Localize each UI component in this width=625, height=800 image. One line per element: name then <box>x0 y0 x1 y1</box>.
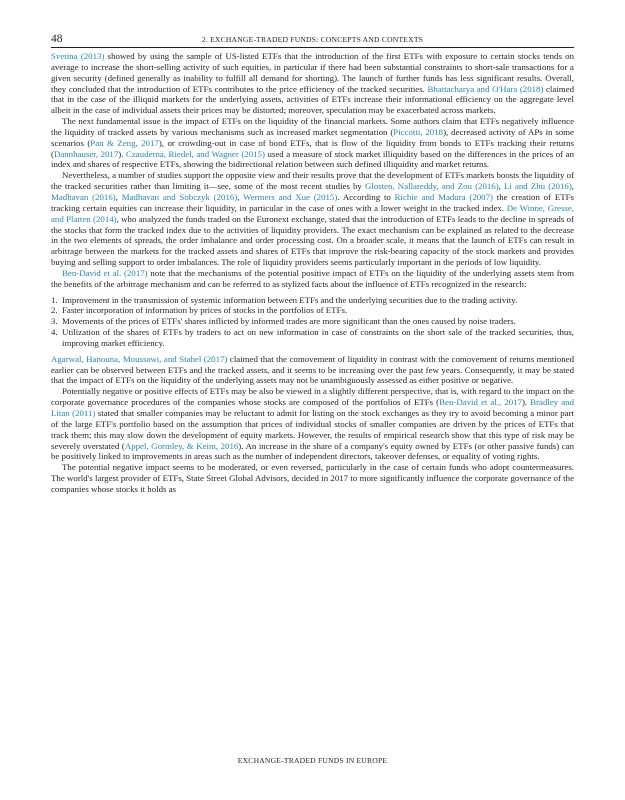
body-text <box>51 51 574 495</box>
list-text: Improvement in the transmission of systemic information between ETFs and the underlying securities due to the trading activity. <box>62 294 518 305</box>
stylized-facts-list <box>51 295 574 349</box>
paragraph-text: , <box>115 191 122 202</box>
citation-link[interactable]: Svetina (2013) <box>51 51 105 61</box>
list-number: 4. <box>51 327 58 338</box>
paragraph-text: , <box>571 181 574 192</box>
citation-link[interactable]: Madhavan (2016) <box>51 191 116 202</box>
paragraph-text: the creation of ETFs tracking certain equities can increase their liquidity, in particular in the case of ones with a lower weight in the tracked index. <box>51 191 574 213</box>
paragraph-text: ). An increase in the share of a company's equity owned by ETFs (or other passive funds) can be positively linked to improvements in areas such as the number of independent directors, takeover defenses, or equality of voting rights. <box>51 440 574 462</box>
citation-link[interactable]: Bhattacharya and O'Hara (2018) <box>427 83 544 94</box>
paragraph-text: showed by using the sample of US-listed ETFs that the introduction of the first ETFs with exposure to certain stocks tends on average to increase the short-selling activity of such equities, in particular if there had been substantial constraints to short-sale transactions for a given security (defined generally as inability to fulfill all demand for shorting). The launch of further funds has less significant results. Overall, they concluded that the introduction of ETFs contributes to the price efficiency of the tracked securities. <box>51 51 574 94</box>
paragraph-text: ), decreased activity of APs in some scenarios ( <box>51 126 574 148</box>
paragraph-text: ). <box>118 148 126 159</box>
paragraph <box>51 268 574 290</box>
citation-link[interactable]: Agarwal, Hanouna, Moussawi, and Stahel (2017) <box>51 353 228 364</box>
paragraph-text: The next fundamental issue is the impact of ETFs on the liquidity of the financial markets. Some authors claim that ETFs negatively influence the liquidity of tracked assets by various mechanisms such as increased market segmentation ( <box>51 116 574 137</box>
list-text: Utilization of the shares of ETFs by traders to act on new information in case of constraints on the short sale of the tracked securities, thus, improving market efficiency. <box>62 327 574 348</box>
page-number: 48 <box>51 33 63 45</box>
citation-link[interactable]: Glosten, Nallareddy, and Zou (2016) <box>364 181 499 192</box>
list-text: Movements of the prices of ETFs' shares inflicted by informed trades are more significant than the ones caused by noise traders. <box>62 316 516 327</box>
paragraphs-before-list <box>51 51 574 290</box>
paragraph-text: , who analyzed the funds traded on the Euronext exchange, stated that the introduction of ETFs leads to the decline in spreads of the stocks that form the tracked index due to the activities of liquidity providers. The exact mechanism can be explained as related to the decrease in the two elements of spreads, the order imbalance and order processing cost. On a broader scale, it means that the launch of ETFs can result in arbitrage between the markets for the tracked assets and shares of ETFs that improve the risk-bearing capacity of the stock markets and provides buying and selling support to order imbalances. The role of liquidity providers seems particularly important in the periods of low liquidity. <box>51 213 574 268</box>
list-number: 2. <box>51 305 58 316</box>
paragraph <box>51 354 574 387</box>
list-number: 1. <box>51 294 58 305</box>
citation-link[interactable]: Ben-David et al. (2017) <box>62 267 148 278</box>
citation-link[interactable]: De Winne, Gresse, and Platten (2014) <box>51 202 575 224</box>
citation-link[interactable]: Richie and Madura (2007) <box>394 191 493 202</box>
paragraph-text: . According to <box>337 191 395 202</box>
list-item <box>51 295 574 306</box>
list-item <box>51 316 574 327</box>
paragraphs-after-list <box>51 354 574 495</box>
paragraph-text: used a measure of stock market illiquidity based on the differences in the prices of an index and shares of respective ETFs, showing the bidirectional relation between such defined illiquidity and market returns. <box>51 148 574 170</box>
citation-link[interactable]: Piccotti, 2018 <box>393 126 444 137</box>
list-text: Faster incorporation of information by prices of stocks in the portfolios of ETFs. <box>62 305 348 316</box>
running-footer: EXCHANGE-TRADED FUNDS IN EUROPE <box>237 756 388 765</box>
paragraph-text: The potential negative impact seems to be moderated, or even reversed, particularly in the case of certain funds who adopt countermeasures. The world's largest provider of ETFs, State Street Global Advisors, decided in 2017 to more significantly influence the corporate governance of the companies whose stocks it holds as <box>51 462 574 494</box>
paragraph-text: Nevertheless, a number of studies support the opposite view and their results prove that the development of ETFs markets boosts the liquidity of the tracked securities rather than limiting it—see, some of the most recent studies by <box>51 170 574 192</box>
paragraph <box>51 170 574 268</box>
paragraph-text: claimed that in the case of the illiquid markets for the underlying assets, activities of ETFs increase their informational efficiency on the aggregate level albeit in the case of individual assets their prices may be distorted; moreover, speculation may be exacerbated across markets. <box>51 83 575 116</box>
paragraph <box>51 462 574 495</box>
paragraph <box>51 51 574 116</box>
list-item <box>51 327 574 349</box>
list-item <box>51 305 574 316</box>
list-number: 3. <box>51 316 58 327</box>
citation-link[interactable]: Czauderna, Riedel, and Wagner (2015) <box>125 148 265 159</box>
paragraph <box>51 116 574 170</box>
running-header <box>51 33 574 48</box>
paragraph-text: , <box>498 181 504 192</box>
paragraph-text: note that the mechanisms of the potential positive impact of ETFs on the liquidity of the underlying assets stem from the benefits of the arbitrage mechanism and can be referred to as stylized facts about the influence of ETFs recognized in the research: <box>51 267 574 289</box>
paragraph-text: ), or crowding-out in case of bond ETFs, that is flow of the liquidity from bonds to ETFs tracking their returns ( <box>51 137 574 159</box>
paragraph <box>51 386 574 462</box>
citation-link[interactable]: Madhavan and Sobczyk (2016) <box>121 191 238 202</box>
citation-link[interactable]: Dannhauser, 2017 <box>53 148 119 159</box>
citation-link[interactable]: Bradley and Litan (2011) <box>51 397 575 418</box>
paragraph-text: ). <box>521 397 531 408</box>
citation-link[interactable]: Li and Zhu (2016) <box>503 181 572 192</box>
citation-link[interactable]: Pan & Zeng, 2017 <box>90 137 159 148</box>
paragraph-text: stated that smaller companies may be reluctant to admit for listing on the stock exchanges as they try to avoid becoming a minor part of the large ETF's portfolio based on the assumption that prices of individual stocks of smaller companies are driven by the prices of ETFs that track them; this may slow down the development of equity markets. However, the results of empirical research show that this type of risk may be severely overstated ( <box>51 408 574 451</box>
citation-link[interactable]: Appel, Gormley, & Keim, 2016 <box>124 440 239 451</box>
paragraph-text: claimed that the comovement of liquidity in contrast with the comovement of returns mentioned earlier can be observed between ETFs and the tracked assets, and it seems to be increasing over the past few years. Consequently, it may be stated that the impact of ETFs on the liquidity of the underlying assets may not be unambiguously assessed as either positive or negative. <box>51 353 574 386</box>
citation-link[interactable]: Ben-David et al., 2017 <box>439 397 522 408</box>
running-title: 2. EXCHANGE-TRADED FUNDS: CONCEPTS AND CONTEXTS <box>201 35 424 44</box>
citation-link[interactable]: Wermers and Xue (2015) <box>243 191 338 202</box>
paragraph-text: , <box>237 191 244 202</box>
paragraph-text: Potentially negative or positive effects of ETFs may be also be viewed in a slightly different perspective, that is, with regard to the impact on the corporate governance procedures of the companies whose stocks are composed of the portfolios of ETFs ( <box>51 386 574 408</box>
